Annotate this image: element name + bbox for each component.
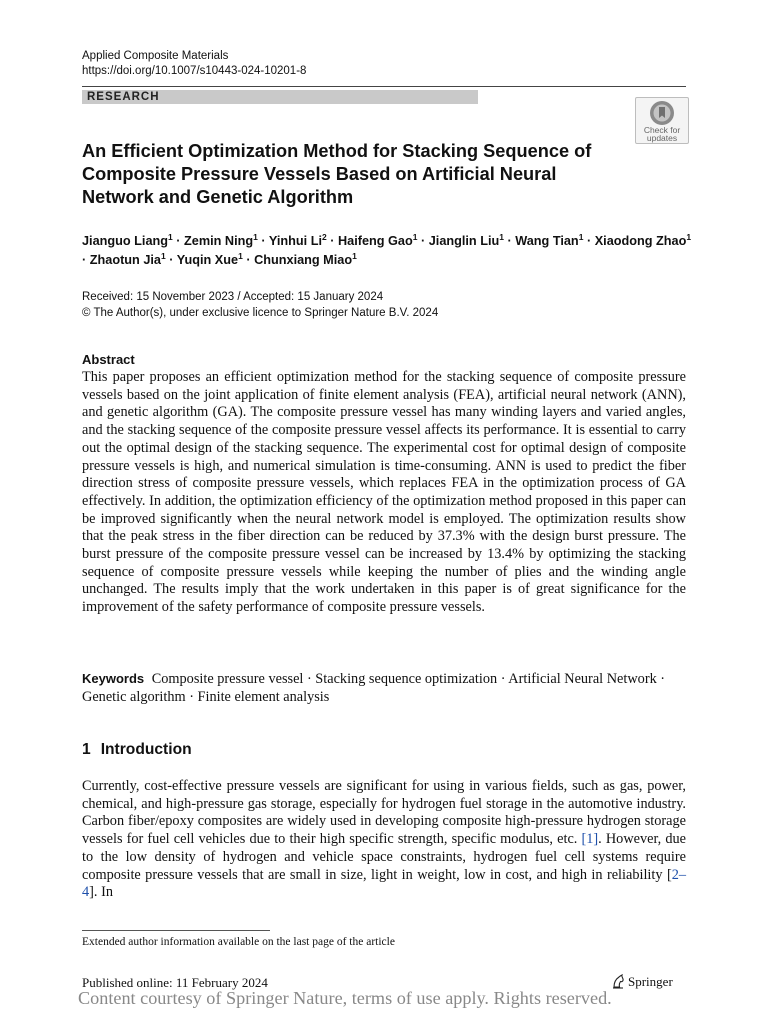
- copyright-line: © The Author(s), under exclusive licence to Springer Nature B.V. 2024: [82, 306, 439, 319]
- section-number: 1: [82, 741, 91, 758]
- author-affiliation-marker: 1: [160, 251, 166, 261]
- author-separator: ·: [417, 234, 429, 248]
- section-bar: [82, 90, 478, 104]
- author-separator: ·: [583, 234, 595, 248]
- author-list: [82, 232, 692, 270]
- author-affiliation-marker: 1: [253, 232, 258, 242]
- article-dates: [82, 290, 438, 321]
- author-name[interactable]: Jianglin Liu: [428, 234, 500, 248]
- author-affiliation-marker: 2: [321, 232, 327, 242]
- doi-link[interactable]: https://doi.org/10.1007/s10443-024-10201-8: [82, 65, 307, 77]
- author-affiliation-marker: 1: [238, 251, 243, 261]
- section-heading-introduction: [82, 741, 192, 759]
- author-separator: ·: [165, 253, 177, 267]
- published-online-date: Published online: 11 February 2024: [82, 975, 268, 990]
- author-name[interactable]: Wang Tian: [515, 234, 579, 248]
- citation-bracket-close: ]: [89, 884, 94, 901]
- keywords-label: Keywords: [82, 671, 145, 686]
- author-name[interactable]: Haifeng Gao: [337, 234, 413, 248]
- intro-text-3: . In: [93, 884, 113, 901]
- author-name[interactable]: Yinhui Li: [268, 234, 322, 248]
- abstract-heading: Abstract: [82, 352, 135, 367]
- abstract-text: This paper proposes an efficient optimization method for the stacking sequence of composite pressure vessels based on the joint application of finite element analysis (FEA), artificial neural network (ANN), and genetic algorithm (GA). The composite pressure vessel has many winding layers and varied angles, and the stacking sequence of the composite pressure vessel affects its performance. It is essential to carry out the optimal design of the stacking sequence. The experimental cost for optimal design of composite pressure vessels is high, and numerical simulation is time-consuming. ANN is used to predict the fiber direction stress of composite pressure vessels, which replaces FEA in the optimization process of GA effectively. In addition, the optimization efficiency of the optimization method proposed in this paper can be improved significantly when the neural network model is employed. The optimization results show that the peak stress in the fiber direction can be reduced by 37.3% with the design burst pressure. The burst pressure of the composite pressure vessel can be increased by 13.4% by optimizing the stacking sequence of composite pressure vessels while keeping the number of plies and the winding angle unchanged. The results imply that the work undertaken in this paper is of great significance for the improvement of the safety performance of composite pressure vessels.: [82, 369, 686, 616]
- intro-text-2: . However, due to the low density of hydrogen and vehicle space constraints, hydrogen fuel cell systems require composite pressure vessels that are small in size, light in weight, low in cost, and high in reliability: [82, 831, 687, 883]
- author-separator: ·: [503, 234, 516, 248]
- author-separator: ·: [82, 253, 90, 267]
- author-affiliation-marker: 1: [168, 232, 173, 242]
- author-separator: ·: [242, 253, 255, 267]
- author-affiliation-marker: 1: [578, 232, 584, 242]
- author-separator: ·: [257, 234, 269, 248]
- introduction-paragraph: [82, 778, 686, 902]
- courtesy-watermark: Content courtesy of Springer Nature, terms of use apply. Rights reserved.: [78, 988, 612, 1008]
- section-title: Introduction: [100, 741, 192, 758]
- received-accepted-dates: Received: 15 November 2023 / Accepted: 15 January 2024: [82, 291, 384, 303]
- article-title: An Efficient Optimization Method for Stacking Sequence of Composite Pressure Vessels Based on Artificial Neural Network and Genetic Algorithm: [82, 141, 592, 207]
- publisher-name: Springer: [628, 974, 673, 989]
- author-separator: ·: [172, 234, 185, 248]
- author-affiliation-marker: 1: [412, 232, 418, 242]
- author-name[interactable]: Zhaotun Jia: [89, 253, 161, 267]
- header-rule: [82, 86, 686, 87]
- keywords-text: Composite pressure vessel · Stacking sequence optimization · Artificial Neural Network · Genetic algorithm · Finite element analysis: [82, 671, 666, 705]
- badge-line-1: Check for: [643, 125, 681, 135]
- author-affiliation-marker: 1: [686, 232, 692, 242]
- journal-header: [82, 49, 306, 79]
- section-label: RESEARCH: [87, 91, 160, 103]
- author-name[interactable]: Zemin Ning: [184, 234, 254, 248]
- intro-text-1: Currently, cost-effective pressure vessels are significant for using in various fields, such as gas, power, chemical, and high-pressure gas storage, especially for hydrogen fuel storage in the automotive industry. Carbon fiber/epoxy composites are widely used in developing composite high-pressure hydrogen storage vessels for fuel cell vehicles due to their high specific strength, specific modulus, etc.: [82, 778, 686, 848]
- springer-horse-icon: [611, 974, 625, 989]
- citation-link[interactable]: 2–4: [82, 866, 686, 901]
- author-name[interactable]: Yuqin Xue: [176, 253, 239, 267]
- keywords-block: [82, 670, 686, 707]
- author-separator: ·: [326, 234, 338, 248]
- author-name[interactable]: Jianguo Liang: [82, 234, 168, 248]
- journal-name: Applied Composite Materials: [82, 50, 229, 62]
- author-affiliation-marker: 1: [352, 251, 357, 261]
- footnote-rule: [82, 930, 270, 931]
- badge-line-2: updates: [646, 133, 678, 143]
- citation-bracket-open: [: [666, 866, 672, 883]
- footnote: Extended author information available on the last page of the article: [82, 936, 395, 948]
- bookmark-circle-icon: [649, 100, 675, 126]
- check-for-updates-badge[interactable]: [635, 97, 689, 144]
- author-affiliation-marker: 1: [499, 232, 504, 242]
- publisher-logo: [611, 974, 673, 990]
- author-name[interactable]: Chunxiang Miao: [254, 253, 353, 267]
- citation-link[interactable]: [1]: [581, 831, 599, 848]
- author-name[interactable]: Xiaodong Zhao: [594, 234, 687, 248]
